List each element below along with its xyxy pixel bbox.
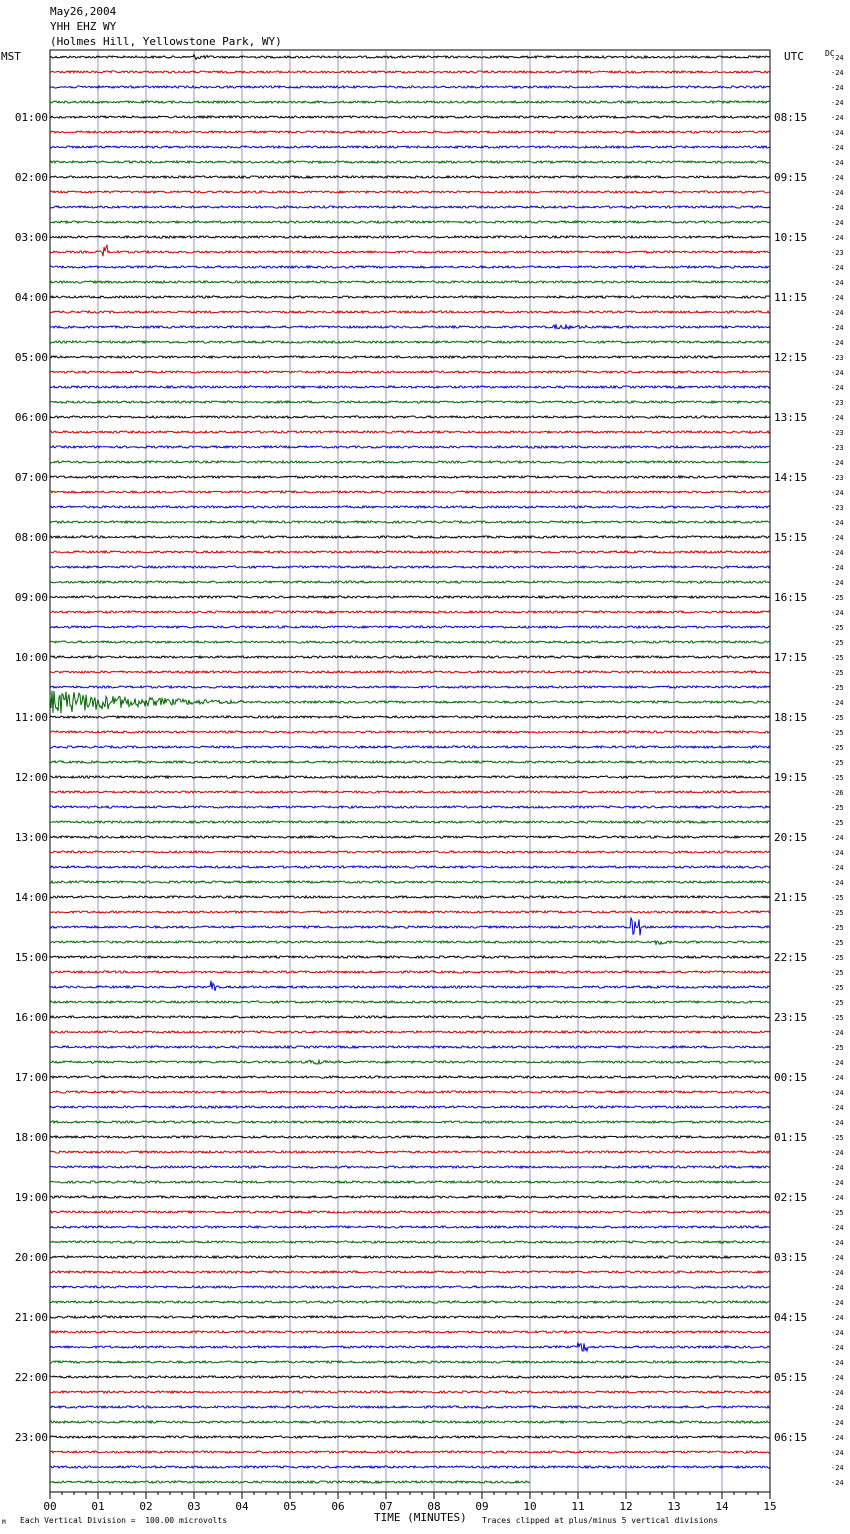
dc-offset-label: -25 [831,774,844,782]
seismic-trace [50,918,770,935]
dc-offset-label: -24 [831,1164,844,1172]
seismic-trace [50,1466,770,1468]
dc-offset-label: -25 [831,684,844,692]
left-timezone-label: MST [1,50,21,63]
dc-offset-label: -24 [831,144,844,152]
utc-hour-label: 02:15 [774,1191,808,1204]
dc-offset-label: -24 [831,849,844,857]
seismic-trace [50,836,770,838]
dc-offset-label: -23 [831,504,844,512]
seismic-trace [50,761,770,763]
seismic-trace [50,431,770,433]
dc-offset-label: -24 [831,54,844,62]
seismic-trace [50,1406,770,1408]
dc-offset-label: -24 [831,699,844,707]
dc-offset-label: -24 [831,1329,844,1337]
mst-hour-label: 18:00 [14,1131,48,1144]
dc-offset-label: -24 [831,264,844,272]
dc-offset-label: -25 [831,594,844,602]
seismic-trace [50,581,770,583]
dc-offset-label: -24 [831,1269,844,1277]
seismic-trace [50,1316,770,1318]
utc-hour-label: 06:15 [774,1431,808,1444]
seismic-trace [50,521,770,523]
dc-offset-label: -25 [831,744,844,752]
dc-offset-label: -24 [831,519,844,527]
dc-offset-label: -25 [831,924,844,932]
dc-offset-label: -24 [831,1239,844,1247]
x-tick-label: 01 [91,1500,105,1513]
seismic-trace [50,491,770,493]
mst-hour-label: 12:00 [14,771,48,784]
seismic-trace [50,536,770,538]
mst-hour-label: 05:00 [14,351,48,364]
seismic-trace [50,671,770,673]
dc-offset-label: -24 [831,1449,844,1457]
mst-hour-label: 20:00 [14,1251,48,1264]
location-title: (Holmes Hill, Yellowstone Park, WY) [50,35,282,48]
seismic-trace [50,686,770,688]
utc-hour-label: 10:15 [774,231,808,244]
seismic-trace [50,1436,770,1438]
seismic-trace [50,71,770,73]
seismic-trace [50,101,770,103]
seismic-trace [50,1106,770,1108]
dc-offset-label: -25 [831,969,844,977]
seismic-trace [50,371,770,373]
dc-offset-label: -24 [831,1059,844,1067]
seismic-trace [50,746,770,748]
dc-offset-label: -24 [831,414,844,422]
seismic-trace [50,161,770,163]
seismic-trace [50,266,770,268]
seismic-trace [50,776,770,778]
utc-hour-label: 22:15 [774,951,808,964]
seismic-trace [50,656,770,658]
seismic-trace [50,311,770,313]
x-tick-label: 02 [139,1500,153,1513]
seismic-trace [50,1046,770,1048]
x-tick-label: 11 [571,1500,585,1513]
seismic-trace [50,551,770,553]
dc-offset-label: -25 [831,759,844,767]
mst-hour-label: 17:00 [14,1071,48,1084]
seismic-trace [50,506,770,508]
x-tick-label: 03 [187,1500,201,1513]
seismic-trace [50,1060,770,1064]
utc-hour-label: 01:15 [774,1131,808,1144]
utc-hour-label: 23:15 [774,1011,808,1024]
dc-offset-label: -24 [831,204,844,212]
seismic-trace [50,446,770,448]
seismic-trace [50,416,770,418]
seismic-trace [50,1016,770,1018]
dc-offset-label: -24 [831,309,844,317]
seismic-trace [50,356,770,358]
dc-offset-label: -24 [831,279,844,287]
x-tick-label: 10 [523,1500,537,1513]
dc-label: DC [825,49,835,58]
mst-hour-label: 06:00 [14,411,48,424]
seismic-trace [50,55,770,60]
seismic-trace [50,1286,770,1288]
dc-offset-label: -24 [831,114,844,122]
seismic-trace [50,1151,770,1153]
mst-hour-label: 11:00 [14,711,48,724]
seismic-trace [50,566,770,568]
seismic-trace [50,1166,770,1168]
dc-offset-label: -24 [831,234,844,242]
utc-hour-label: 17:15 [774,651,808,664]
seismic-trace [50,626,770,628]
dc-offset-label: -24 [831,1224,844,1232]
seismic-trace [50,1211,770,1213]
dc-offset-label: -24 [831,189,844,197]
x-tick-label: 05 [283,1500,297,1513]
x-tick-label: 12 [619,1500,633,1513]
dc-offset-label: -24 [831,384,844,392]
x-tick-label: 04 [235,1500,249,1513]
dc-offset-label: -25 [831,954,844,962]
seismic-trace [50,1421,770,1423]
dc-offset-label: -24 [831,174,844,182]
seismic-trace [50,1301,770,1303]
utc-hour-label: 03:15 [774,1251,808,1264]
dc-offset-label: -24 [831,129,844,137]
dc-offset-label: -24 [831,1089,844,1097]
seismic-trace [50,806,770,808]
seismic-trace [50,1181,770,1183]
x-tick-label: 07 [379,1500,393,1513]
seismic-trace [50,86,770,88]
corner-mark: M [2,1519,6,1526]
dc-offset-label: -24 [831,579,844,587]
dc-offset-label: -24 [831,564,844,572]
dc-offset-label: -25 [831,1014,844,1022]
utc-hour-label: 09:15 [774,171,808,184]
mst-hour-label: 21:00 [14,1311,48,1324]
dc-offset-label: -24 [831,1029,844,1037]
dc-offset-label: -24 [831,219,844,227]
seismic-trace [50,131,770,133]
seismic-trace [50,1121,770,1123]
seismic-trace [50,476,770,478]
utc-hour-label: 20:15 [774,831,808,844]
mst-hour-label: 01:00 [14,111,48,124]
dc-offset-label: -24 [831,1119,844,1127]
dc-offset-label: -24 [831,1464,844,1472]
seismic-trace [50,221,770,223]
seismic-trace [50,176,770,178]
dc-offset-label: -23 [831,474,844,482]
dc-offset-label: -25 [831,729,844,737]
clip-note: Traces clipped at plus/minus 5 vertical divisions [482,1516,719,1525]
mst-hour-label: 07:00 [14,471,48,484]
seismic-trace [50,191,770,193]
mst-hour-label: 23:00 [14,1431,48,1444]
utc-hour-label: 18:15 [774,711,808,724]
dc-offset-label: -24 [831,1284,844,1292]
seismic-trace [50,1343,770,1352]
dc-offset-label: -24 [831,534,844,542]
dc-offset-label: -25 [831,939,844,947]
dc-offset-label: -23 [831,354,844,362]
dc-offset-label: -24 [831,1149,844,1157]
x-tick-label: 00 [43,1500,57,1513]
utc-hour-label: 13:15 [774,411,808,424]
utc-hour-label: 04:15 [774,1311,808,1324]
dc-offset-label: -24 [831,834,844,842]
seismic-trace [50,1391,770,1393]
mst-hour-label: 04:00 [14,291,48,304]
seismic-trace [50,146,770,148]
scale-note: Each Vertical Division = 100.00 microvolts [20,1516,228,1525]
dc-offset-label: -24 [831,1374,844,1382]
seismic-trace [50,791,770,793]
mst-hour-label: 15:00 [14,951,48,964]
dc-offset-label: -25 [831,1134,844,1142]
dc-offset-label: -25 [831,714,844,722]
dc-offset-label: -25 [831,819,844,827]
seismic-trace [50,401,770,403]
dc-offset-label: -24 [831,339,844,347]
utc-hour-label: 14:15 [774,471,808,484]
seismic-trace [50,596,770,598]
dc-offset-label: -25 [831,669,844,677]
dc-offset-label: -24 [831,324,844,332]
dc-offset-label: -23 [831,444,844,452]
utc-hour-label: 11:15 [774,291,808,304]
dc-offset-label: -24 [831,69,844,77]
seismic-trace [50,116,770,118]
seismic-trace [50,716,770,718]
dc-offset-label: -24 [831,1074,844,1082]
seismic-trace [50,981,770,991]
dc-offset-label: -24 [831,99,844,107]
seismic-trace [50,1241,770,1243]
seismic-trace [50,851,770,853]
seismic-trace [50,461,770,463]
x-tick-label: 13 [667,1500,681,1513]
seismic-trace [50,296,770,298]
dc-offset-label: -24 [831,609,844,617]
seismic-trace [50,1271,770,1273]
x-tick-label: 06 [331,1500,345,1513]
dc-offset-label: -24 [831,294,844,302]
utc-hour-label: 19:15 [774,771,808,784]
seismic-trace [50,896,770,898]
dc-offset-label: -24 [831,864,844,872]
seismic-trace [50,911,770,913]
dc-offset-label: -25 [831,984,844,992]
dc-offset-label: -24 [831,1104,844,1112]
dc-offset-label: -24 [831,1314,844,1322]
dc-offset-label: -24 [831,549,844,557]
dc-offset-label: -24 [831,1389,844,1397]
seismic-trace [50,611,770,613]
seismic-trace [50,245,770,256]
dc-offset-label: -24 [831,1344,844,1352]
mst-hour-label: 22:00 [14,1371,48,1384]
date-title: May26,2004 [50,5,117,18]
mst-hour-label: 03:00 [14,231,48,244]
utc-hour-label: 05:15 [774,1371,808,1384]
dc-offset-label: -24 [831,489,844,497]
mst-hour-label: 09:00 [14,591,48,604]
dc-offset-label: -25 [831,999,844,1007]
seismic-trace [50,1196,770,1198]
utc-hour-label: 08:15 [774,111,808,124]
dc-offset-label: -24 [831,1359,844,1367]
dc-offset-label: -25 [831,654,844,662]
dc-offset-label: -24 [831,1299,844,1307]
station-title: YHH EHZ WY [50,20,117,33]
seismic-trace [50,1226,770,1228]
seismic-trace [50,341,770,343]
mst-hour-label: 08:00 [14,531,48,544]
seismic-trace [50,941,770,944]
dc-offset-label: -25 [831,639,844,647]
mst-hour-label: 13:00 [14,831,48,844]
seismic-trace [50,386,770,388]
dc-offset-label: -25 [831,624,844,632]
seismic-trace [50,325,770,329]
dc-offset-label: -25 [831,894,844,902]
seismic-trace [50,1256,770,1258]
seismic-trace [50,821,770,823]
seismic-trace [50,731,770,733]
utc-hour-label: 12:15 [774,351,808,364]
utc-hour-label: 00:15 [774,1071,808,1084]
dc-offset-label: -23 [831,399,844,407]
seismic-trace [50,1361,770,1363]
dc-offset-label: -25 [831,1209,844,1217]
dc-offset-label: -24 [831,1194,844,1202]
dc-offset-label: -24 [831,369,844,377]
seismic-trace [50,641,770,643]
dc-offset-label: -24 [831,1479,844,1487]
seismic-trace [50,1451,770,1453]
right-timezone-label: UTC [784,50,804,63]
x-tick-label: 08 [427,1500,441,1513]
seismic-trace [50,691,770,714]
utc-hour-label: 21:15 [774,891,808,904]
x-axis-label: TIME (MINUTES) [374,1511,467,1524]
dc-offset-label: -24 [831,159,844,167]
dc-offset-label: -25 [831,804,844,812]
mst-hour-label: 02:00 [14,171,48,184]
x-tick-label: 15 [763,1500,777,1513]
seismic-trace [50,206,770,208]
dc-offset-label: -24 [831,1179,844,1187]
dc-offset-label: -26 [831,789,844,797]
seismic-trace [50,971,770,973]
seismic-trace [50,1001,770,1003]
x-tick-label: 14 [715,1500,729,1513]
dc-offset-label: -24 [831,1404,844,1412]
seismic-trace [50,1376,770,1378]
dc-offset-label: -23 [831,249,844,257]
seismic-trace [50,281,770,283]
mst-hour-label: 19:00 [14,1191,48,1204]
seismic-trace [50,1031,770,1033]
dc-offset-label: -23 [831,429,844,437]
dc-offset-label: -24 [831,1434,844,1442]
seismic-trace [50,956,770,958]
mst-hour-label: 14:00 [14,891,48,904]
seismic-trace [50,1091,770,1093]
dc-offset-label: -24 [831,1419,844,1427]
utc-hour-label: 16:15 [774,591,808,604]
dc-offset-label: -24 [831,459,844,467]
seismic-trace [50,866,770,868]
seismic-trace [50,1331,770,1333]
mst-hour-label: 10:00 [14,651,48,664]
dc-offset-label: -25 [831,909,844,917]
x-tick-label: 09 [475,1500,489,1513]
seismic-trace [50,236,770,238]
dc-offset-label: -24 [831,879,844,887]
dc-offset-label: -24 [831,1254,844,1262]
dc-offset-label: -24 [831,84,844,92]
seismic-trace [50,1076,770,1078]
dc-offset-label: -25 [831,1044,844,1052]
utc-hour-label: 15:15 [774,531,808,544]
mst-hour-label: 16:00 [14,1011,48,1024]
seismic-trace [50,1136,770,1138]
seismic-trace [50,881,770,883]
